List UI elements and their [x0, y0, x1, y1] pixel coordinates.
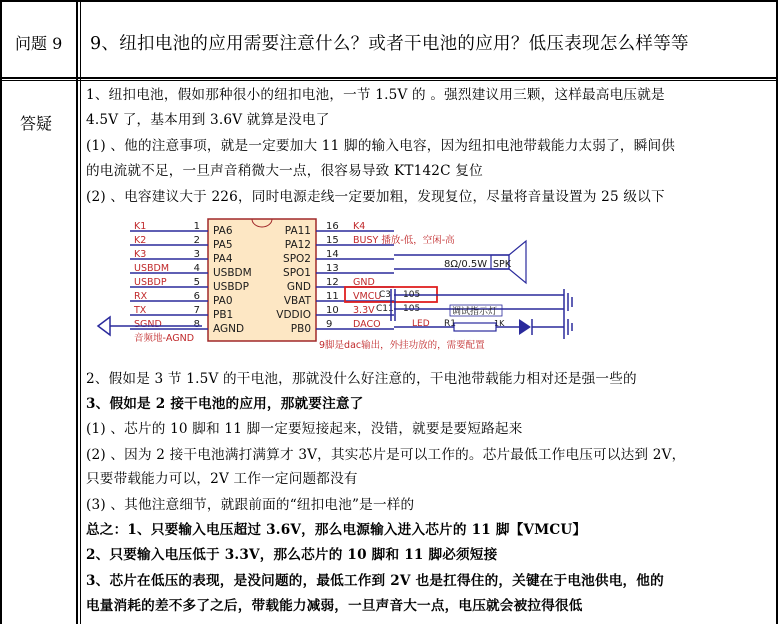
right-pin-number: 13 [326, 263, 339, 274]
left-pin-name: PA6 [213, 225, 233, 237]
answer-line-7: 3、假如是 2 接干电池的应用，那就要注意了 [86, 396, 364, 412]
cap2-val: 105 [403, 304, 421, 314]
column-divider-2 [80, 0, 81, 624]
right-pin-name: VDDIO [276, 309, 311, 321]
right-pin-name: SPO2 [283, 253, 311, 265]
right-pin-name: PA12 [284, 239, 311, 251]
summary-line-4: 电量消耗的差不多了之后，带载能力减弱，一旦声音大一点，电压就会被拉得很低 [86, 598, 583, 614]
speaker-ref: SPK [493, 259, 511, 270]
ground-symbol-1 [564, 289, 572, 315]
chip-schematic [94, 211, 594, 359]
cap1-val: 105 [403, 290, 421, 300]
right-pin-number: 15 [326, 235, 339, 246]
answer-line-9: (2) 、因为 2 接干电池满打满算才 3V，其实芯片是可以工作的。芯片最低工作电压可以达到 2V， [86, 447, 686, 463]
ground-symbol-2 [564, 315, 572, 339]
table-border-top [0, 0, 778, 2]
answer-line-11: (3) 、其他注意细节，就跟前面的“纽扣电池”是一样的 [86, 497, 415, 513]
row-divider-2 [0, 80, 778, 81]
summary-line-2: 2、只要输入电压低于 3.3V，那么芯片的 10 脚和 11 脚必须短接 [86, 547, 498, 563]
agnd-arrow [98, 317, 110, 335]
left-pin-number: 8 [193, 319, 200, 330]
left-pin-name: PA4 [213, 253, 233, 265]
right-pin-name: VBAT [283, 295, 311, 307]
left-pin-number: 6 [193, 291, 200, 302]
right-pin-number: 14 [326, 249, 339, 260]
left-pin-number: 2 [193, 235, 200, 246]
left-pin-number: 5 [193, 277, 200, 288]
left-pin-number: 1 [193, 221, 200, 232]
left-pin-net: K2 [134, 235, 147, 246]
answer-line-2: 4.5V 了，基本用到 3.6V 就算是没电了 [86, 112, 330, 128]
cap2-ref: C11 [376, 304, 394, 314]
right-pin-net: DACO [353, 319, 381, 330]
right-pin-net: K4 [353, 221, 366, 232]
cap1-ref: C3 [379, 290, 392, 300]
left-pin-net: K1 [134, 221, 147, 232]
speaker-label: 8Ω/0.5W [444, 259, 488, 270]
row-divider [0, 77, 778, 79]
summary-line-3: 3、芯片在低压的表现，是没问题的，最低工作到 2V 也是扛得住的，关键在于电池供电，他的 [86, 573, 664, 589]
right-pin-net: 3.3V [353, 305, 375, 316]
led-note: 调试指示灯 [452, 307, 498, 317]
left-pin-name: USBDP [213, 281, 249, 293]
left-pin-net: USBDM [134, 263, 170, 274]
right-pin-name: PB0 [290, 323, 311, 335]
r-val: 1K [494, 319, 505, 328]
left-pin-number: 4 [193, 263, 200, 274]
answer-line-5: (2) 、电容建议大于 226，同时电源走线一定要加粗，发现复位，尽量将音量设置为 25 级以下 [86, 189, 665, 205]
answer-line-6: 2、假如是 3 节 1.5V 的干电池，那就没什么好注意的，干电池带载能力相对还是强一些的 [86, 371, 637, 387]
speaker-cone [509, 241, 526, 283]
led-diode [519, 319, 531, 335]
right-pin-number: 10 [326, 305, 339, 316]
right-pin-net: GND [353, 277, 375, 288]
right-pin-number: 16 [326, 221, 339, 232]
right-pin-name: SPO1 [283, 267, 311, 279]
left-pin-number: 7 [193, 305, 200, 316]
answer-line-4: 的电流就不足，一旦声音稍微大一点，很容易导致 KT142C 复位 [86, 163, 483, 179]
right-pin-name: PA11 [284, 225, 311, 237]
question-text: 9、纽扣电池的应用需要注意什么？或者干电池的应用？低压表现怎么样等等 [90, 34, 689, 54]
left-pin-net: TX [134, 305, 147, 316]
left-pin-net: USBDP [134, 277, 167, 288]
left-pin-number: 3 [193, 249, 200, 260]
resistor [454, 323, 496, 331]
left-pin-net: K3 [134, 249, 147, 260]
right-pin-net: BUSY 播放-低，空闲-高 [353, 235, 455, 246]
summary-line-1: 总之：1、只要输入电压超过 3.6V，那么电源输入进入芯片的 11 脚【VMCU】 [86, 522, 587, 538]
led-label: LED [412, 319, 430, 329]
left-pin-net: SGND [134, 319, 162, 330]
right-pin-name: GND [286, 281, 311, 293]
left-pin-net: RX [134, 291, 148, 302]
answer-line-3: (1) 、他的注意事项，就是一定要加大 11 脚的输入电容，因为纽扣电池带载能力太弱了，瞬间供 [86, 138, 676, 154]
right-pin-net: VMCU [353, 291, 382, 302]
pin9-note: 9脚是dac输出，外挂功放的，需要配置 [319, 340, 485, 351]
column-divider [76, 0, 78, 624]
left-pin-name: PB1 [213, 309, 234, 321]
agnd-note: 音频地-AGND [134, 333, 195, 344]
answer-label: 答疑 [20, 114, 53, 133]
right-pin-number: 9 [326, 319, 333, 330]
question-label: 问题 9 [15, 34, 63, 53]
left-pin-name: PA5 [213, 239, 233, 251]
left-pin-name: PA0 [213, 295, 233, 307]
answer-line-10: 只要带载能力可以，2V 工作一定问题都没有 [86, 471, 358, 487]
left-pin-name: USBDM [213, 267, 252, 279]
answer-line-1: 1、纽扣电池，假如那种很小的纽扣电池，一节 1.5V 的 。强烈建议用三颗，这样最高电压就是 [86, 87, 665, 103]
right-pin-number: 11 [326, 291, 339, 302]
answer-line-8: (1) 、芯片的 10 脚和 11 脚一定要短接起来，没错，就要是要短路起来 [86, 421, 523, 437]
r-ref: R1 [444, 319, 456, 329]
right-pin-number: 12 [326, 277, 339, 288]
table-border-left [0, 0, 2, 624]
left-pin-name: AGND [213, 323, 245, 335]
